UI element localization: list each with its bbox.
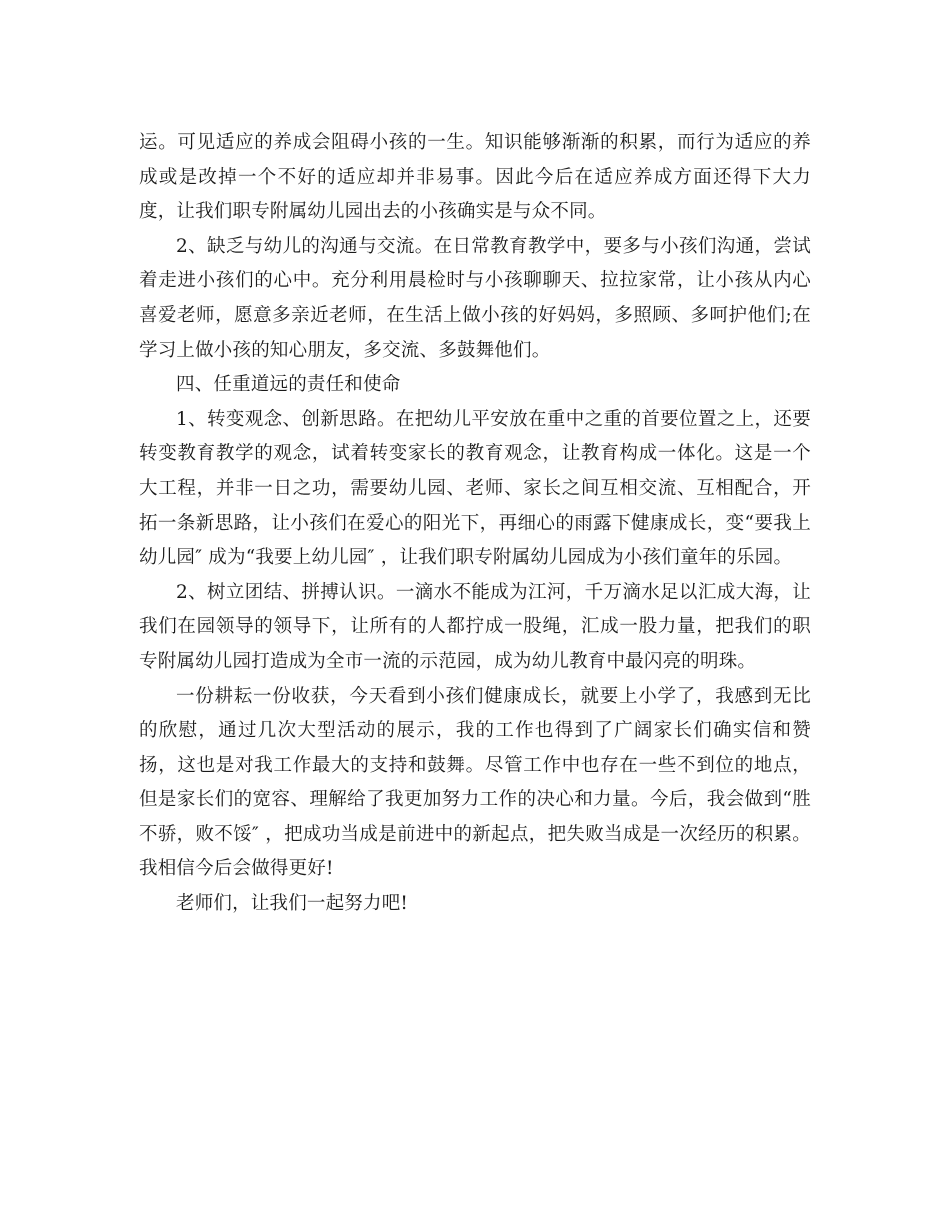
paragraph-closing: 老师们，让我们一起努力吧! xyxy=(176,893,409,915)
paragraph-continuation: 运。可见适应的养成会阻碍小孩的一生。知识能够渐渐的积累，而行为适应的养成或是改掉一个不好的适应却并非易事。因此今后在适应养成方面还得下大力度，让我们职专附属幼儿园出去的小孩确实是与众不同。 xyxy=(139,132,811,223)
document-body xyxy=(139,126,811,922)
paragraph-change-concepts: 1、转变观念、创新思路。在把幼儿平安放在重中之重的首要位置之上，还要转变教育教学的观念，试着转变家长的教育观念，让教育构成一体化。这是一个大工程，并非一日之功，需要幼儿园、老师、家长之间互相交流、互相配合，开拓一条新思路，让小孩们在爱心的阳光下，再细心的雨露下健康成长，变“要我上幼儿园″ 成为“我要上幼儿园″ ，让我们职专附属幼儿园成为小孩们童年的乐园。 xyxy=(139,408,811,569)
paragraph-harvest: 一份耕耘一份收获，今天看到小孩们健康成长，就要上小学了，我感到无比的欣慰，通过几次大型活动的展示，我的工作也得到了广阔家长们确实信和赞扬，这也是对我工作最大的支持和鼓舞。尽管工作中也存在一些不到位的地点，但是家长们的宽容、理解给了我更加努力工作的决心和力量。今后，我会做到“胜不骄，败不馁″ ，把成功当成是前进中的新起点，把失败当成是一次经历的积累。我相信今后会做得更好! xyxy=(139,685,811,880)
paragraph-communication: 2、缺乏与幼儿的沟通与交流。在日常教育教学中，要多与小孩们沟通，尝试着走进小孩们的心中。充分利用晨检时与小孩聊聊天、拉拉家常，让小孩从内心喜爱老师，愿意多亲近老师，在生活上做小孩的好妈妈，多照顾、多呵护他们;在学习上做小孩的知心朋友，多交流、多鼓舞他们。 xyxy=(139,235,811,361)
paragraph-unity: 2、树立团结、拼搏认识。一滴水不能成为江河，千万滴水足以汇成大海，让我们在园领导的领导下，让所有的人都拧成一股绳，汇成一股力量，把我们的职专附属幼儿园打造成为全市一流的示范园，成为幼儿教育中最闪亮的明珠。 xyxy=(139,581,811,672)
section-heading-responsibility: 四、任重道远的责任和使命 xyxy=(176,374,401,396)
